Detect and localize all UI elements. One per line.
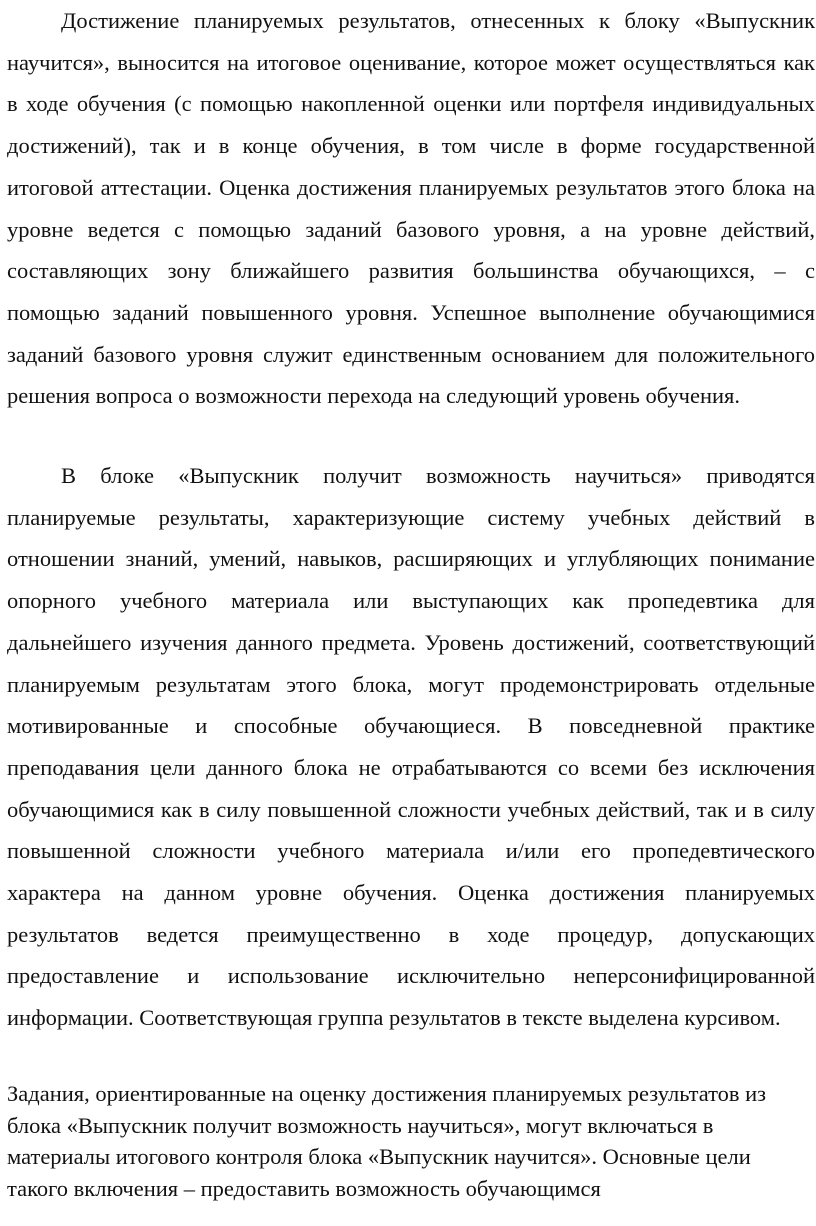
paragraph-final-assessment: Достижение планируемых результатов, отнесенных к блоку «Выпускник научится», выносится на итоговое оценивание, которое может осуществляться как в ходе обучения (с помощью накопленной оценки или портфеля индивидуальных достижений), так и в конце обучения, в том числе в форме государственной итоговой аттестации. Оценка достижения планируемых результатов этого блока на уровне ведется с помощью заданий базового уровня, а на уровне действий, составляющих зону ближайшего развития большинства обучающихся, – с помощью заданий повышенного уровня. Успешное выполнение обучающимися заданий базового уровня служит единственным основанием для положительного решения вопроса о возможности перехода на следующий уровень обучения. xyxy=(7,8,815,409)
paragraph-control-tasks: Задания, ориентированные на оценку достижения планируемых результатов из блока «Выпускник получит возможность научиться», могут включаться в материалы итогового контроля блока «Выпускник научится». Основные цели такого включения – предоставить возможность обучающимся xyxy=(7,1081,767,1201)
paragraph-advanced-block: В блоке «Выпускник получит возможность научиться» приводятся планируемые результаты, характеризующие систему учебных действий в отношении знаний, умений, навыков, расширяющих и углубляющих понимание опорного учебного материала или выступающих как пропедевтика для дальнейшего изучения данного предмета. Уровень достижений, соответствующий планируемым результатам этого блока, могут продемонстрировать отдельные мотивированные и способные обучающиеся. В повседневной практике преподавания цели данного блока не отрабатываются со всеми без исключения обучающимися как в силу повышенной сложности учебных действий, так и в силу повышенной сложности учебного материала и/или его пропедевтического характера на данном уровне обучения. Оценка достижения планируемых результатов ведется преимущественно в ходе процедур, допускающих предоставление и использование исключительно неперсонифицированной информации. Соответствующая группа результатов в тексте выделена курсивом. xyxy=(7,463,815,1031)
